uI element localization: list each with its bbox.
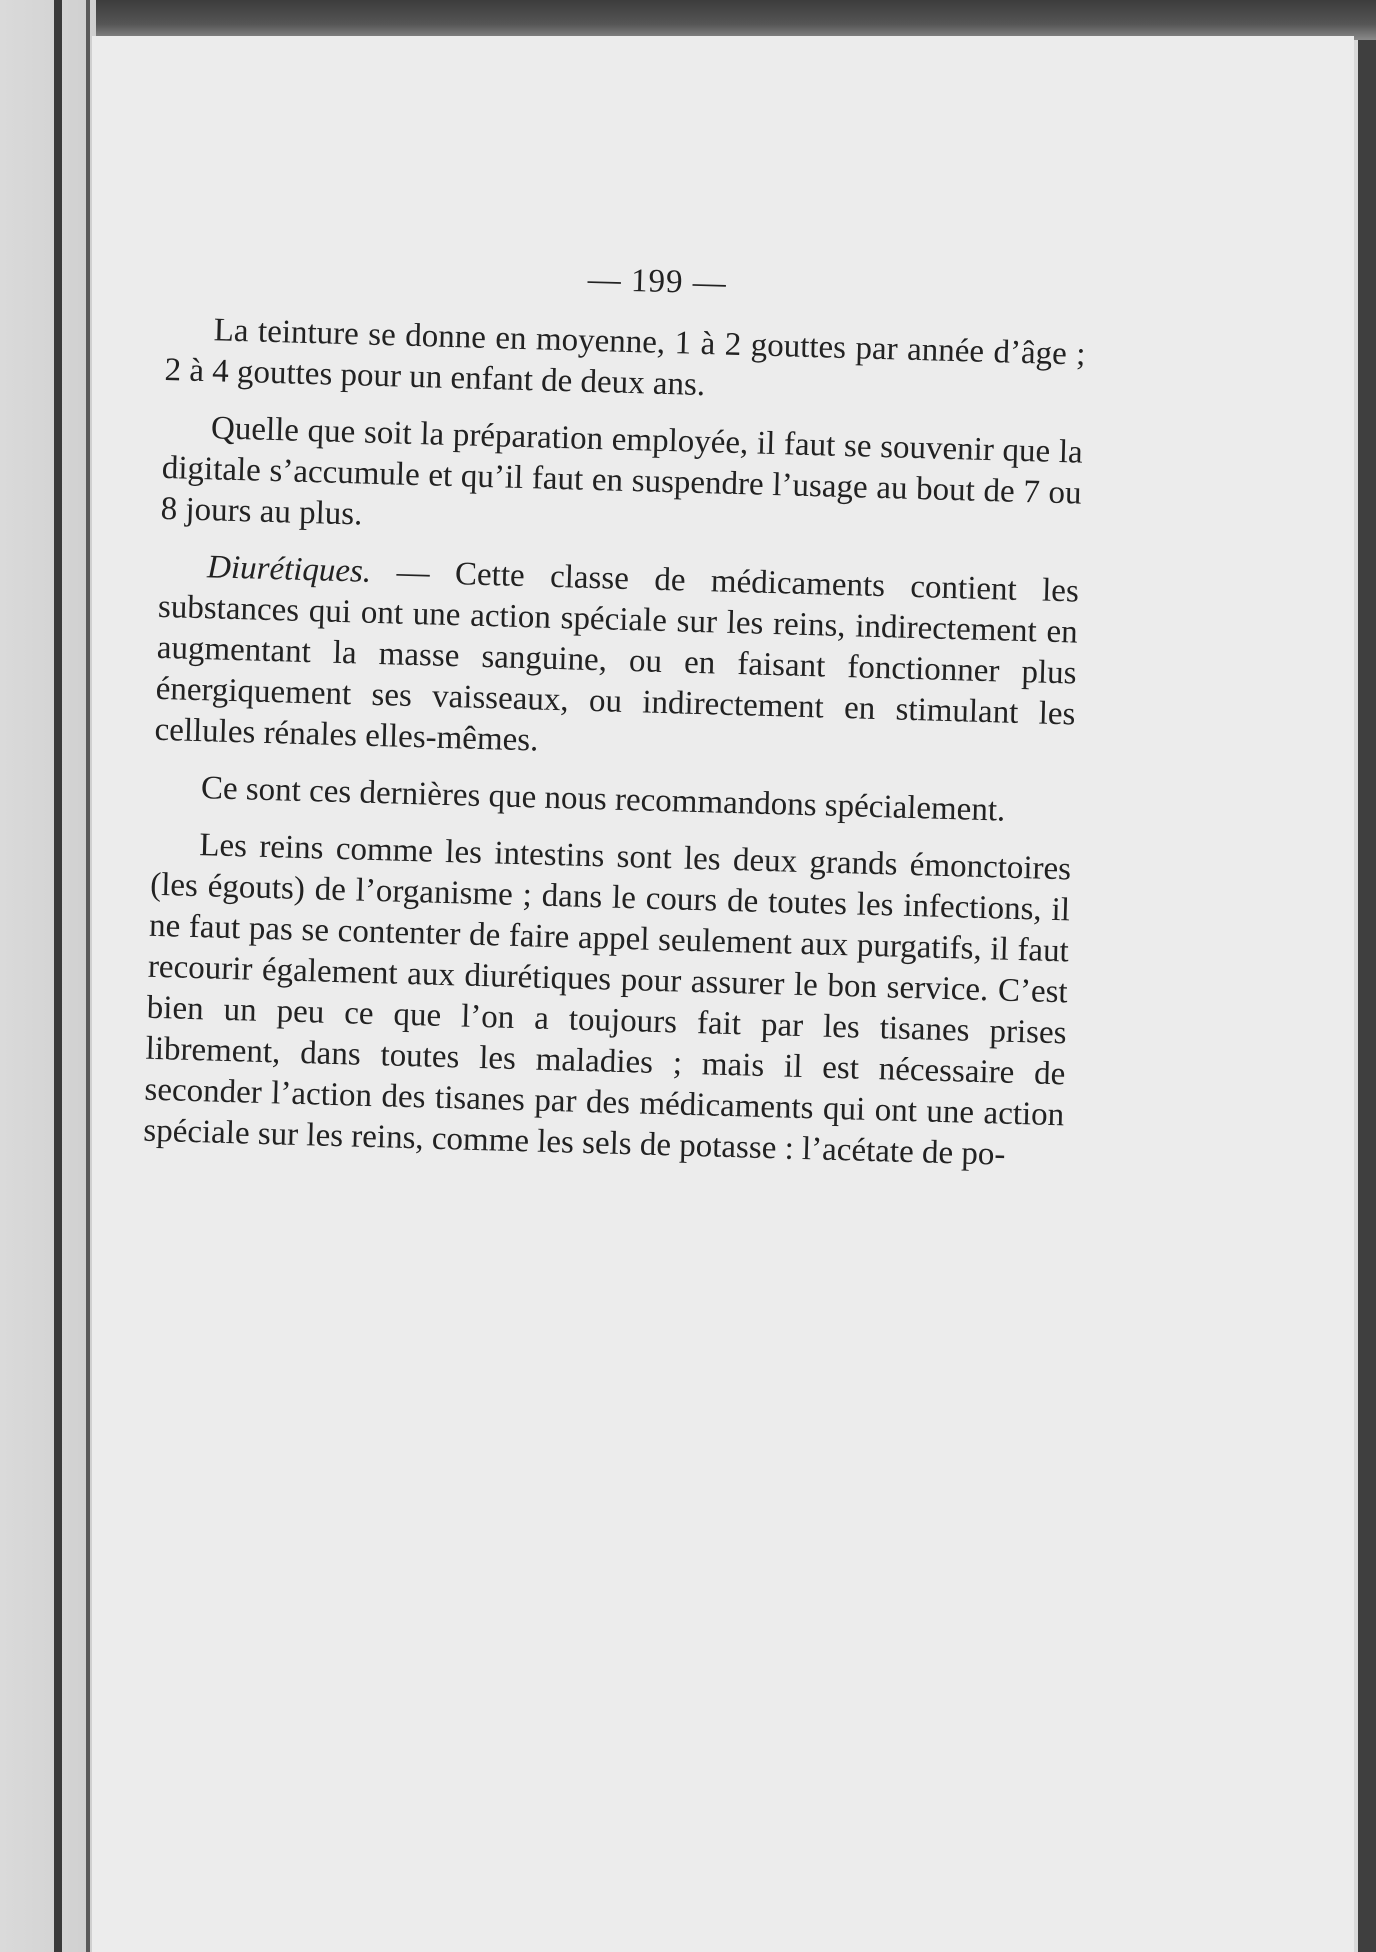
book-binding-edge [54, 0, 62, 1952]
page-number: — 199 — [587, 261, 728, 302]
scan-background-left [0, 0, 96, 1952]
paragraph-tincture-dosage: La teinture se donne en moyenne, 1 à 2 gouttes par année d’âge ; 2 à 4 gouttes pour un enfant de deux ans. [164, 312, 1086, 404]
page-text-block [142, 250, 1087, 1193]
paragraph-kidneys-intestines: Les reins comme les intestins sont les deux grands émonctoires (les égouts) de l’organisme ; dans le cours de toutes les infections, il ne faut pas se contenter de faire appel seulement aux purgatifs, il faut recourir également aux diurétiques pour assurer le bon service. C’est bien un peu ce que l’on a toujours fait par les tisanes prises librement, dans toutes les maladies ; mais il est nécessaire de seconder l’action des tisanes par des médicaments qui ont une action spéciale sur les reins, comme les sels de potasse : l’acétate de po- [142, 827, 1072, 1173]
book-binding-edge-inner [86, 0, 90, 1952]
paragraph-digitalis-accumulation: Quelle que soit la préparation employée, il faut se souvenir que la digitale s’accumule et qu’il faut en suspendre l’usage au bout de 7 ou 8 jours au plus. [160, 410, 1084, 533]
paragraph-diuretics [154, 546, 1079, 777]
scan-top-shadow [96, 0, 1376, 40]
scan-right-shadow [1358, 40, 1376, 1952]
paragraph-diuretics-body: — Cette classe de médicaments contient les substances qui ont une action spéciale sur les reins, indirectement en augmentant la masse sanguine, ou en faisant fonctionner plus énergiquement ses vaisseaux, ou indirectement en stimulant les cellules rénales elles-mêmes. [154, 553, 1080, 759]
section-lead-diuretiques: Diurétiques. [206, 549, 372, 590]
paragraph-recommendation: Ce sont ces dernières que nous recommandons spécialement. [200, 770, 1006, 829]
